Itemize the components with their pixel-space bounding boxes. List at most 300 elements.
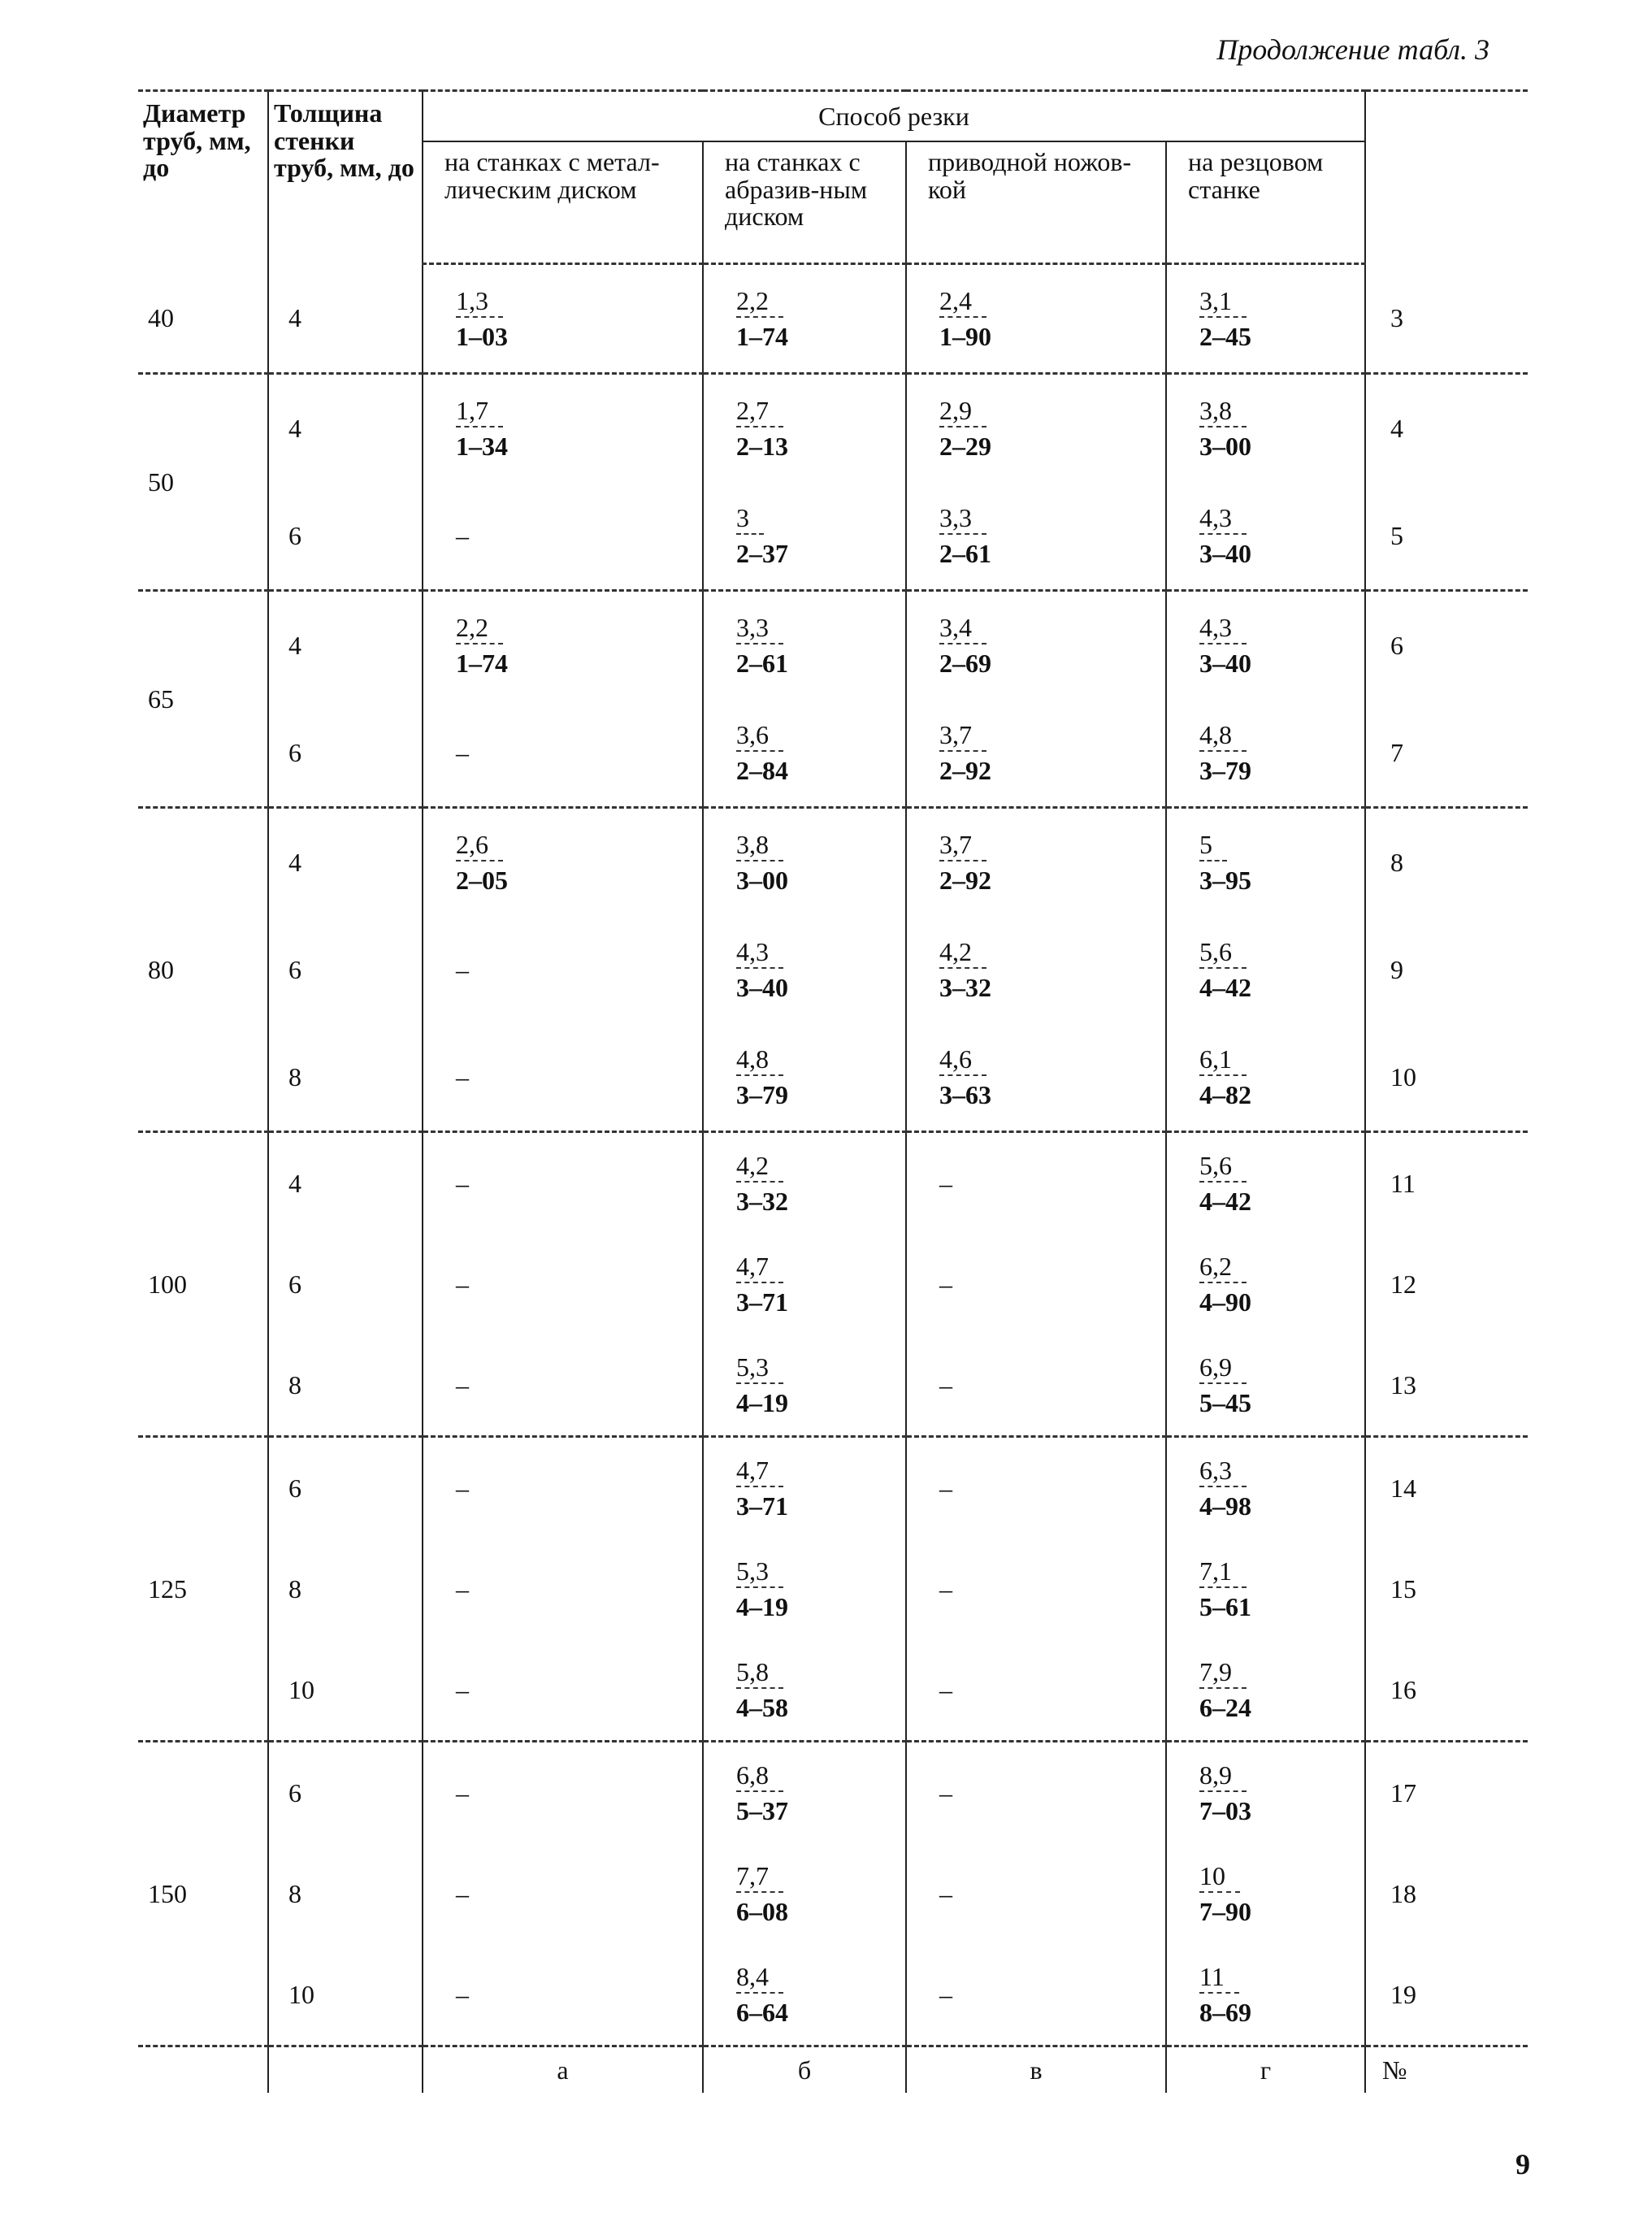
fraction-denominator: 1–74 <box>456 648 508 678</box>
value-cell-v <box>906 1023 1166 1132</box>
table-row <box>138 1335 1528 1437</box>
dash-value: – <box>939 1473 952 1503</box>
fraction-denominator: 6–24 <box>1199 1692 1251 1722</box>
fraction-denominator: 1–90 <box>939 321 991 351</box>
header-thickness: Толщина стенки труб, мм, до <box>268 91 423 264</box>
value-cell-v <box>906 591 1166 700</box>
fraction-value <box>736 938 788 1001</box>
value-cell-b <box>703 1132 906 1235</box>
fraction-value <box>736 397 788 460</box>
row-number-cell: 11 <box>1365 1132 1528 1235</box>
fraction-numerator: 2,6 <box>456 831 503 861</box>
fraction-numerator: 2,4 <box>939 287 986 317</box>
fraction-denominator: 3–40 <box>1199 538 1251 568</box>
fraction-numerator: 1,3 <box>456 287 503 317</box>
table-row <box>138 1944 1528 2046</box>
fraction-denominator: 1–03 <box>456 321 508 351</box>
table-container <box>138 89 1528 2093</box>
dash-value: – <box>939 1573 952 1604</box>
value-cell-b <box>703 1437 906 1539</box>
fraction-numerator: 4,2 <box>939 938 986 968</box>
cutting-norms-table <box>138 89 1528 2093</box>
fraction-denominator: 2–69 <box>939 648 991 678</box>
value-cell-v <box>906 1843 1166 1944</box>
value-cell-a <box>423 374 703 483</box>
value-cell-b <box>703 374 906 483</box>
value-cell-a <box>423 1843 703 1944</box>
value-cell-g <box>1166 699 1365 808</box>
fraction-numerator: 8,9 <box>1199 1761 1247 1791</box>
fraction-denominator: 2–05 <box>456 865 508 895</box>
footer-col-g: г <box>1166 2046 1365 2094</box>
table-row <box>138 1023 1528 1132</box>
fraction-value <box>456 831 508 894</box>
fraction-denominator: 3–00 <box>1199 431 1251 461</box>
value-cell-a <box>423 1132 703 1235</box>
fraction-numerator: 4,3 <box>1199 504 1247 534</box>
fraction-value <box>939 938 991 1001</box>
value-cell-b <box>703 1023 906 1132</box>
row-number-cell: 7 <box>1390 737 1403 767</box>
fraction-denominator: 2–84 <box>736 755 788 785</box>
value-cell-v <box>906 1538 1166 1639</box>
value-cell-b <box>703 1944 906 2046</box>
thickness-cell: 10 <box>268 1639 423 1742</box>
fraction-numerator: 4,8 <box>1199 721 1247 751</box>
fraction-value <box>736 504 788 567</box>
value-cell-g <box>1166 1538 1365 1639</box>
table-row <box>138 264 1528 374</box>
row-number-cell: 18 <box>1390 1878 1416 1908</box>
dash-value: – <box>939 1369 952 1400</box>
fraction-numerator: 3,8 <box>736 831 783 861</box>
dash-value: – <box>456 1777 469 1808</box>
row-number-cell: 14 <box>1365 1437 1528 1539</box>
value-cell-b <box>703 1538 906 1639</box>
value-cell-b <box>703 808 906 917</box>
value-cell-b <box>703 699 906 808</box>
table-row <box>138 1843 1528 1944</box>
fraction-value <box>1199 1456 1251 1520</box>
value-cell-a <box>423 699 703 808</box>
fraction-numerator: 3,1 <box>1199 287 1247 317</box>
table-row <box>138 591 1528 700</box>
fraction-numerator: 6,3 <box>1199 1456 1247 1486</box>
fraction-denominator: 3–00 <box>736 865 788 895</box>
fraction-numerator: 11 <box>1199 1963 1239 1993</box>
value-cell-a <box>423 1639 703 1742</box>
fraction-numerator: 2,2 <box>736 287 783 317</box>
dash-value: – <box>456 1979 469 2009</box>
fraction-denominator: 4–19 <box>736 1591 788 1621</box>
dash-value: – <box>456 1168 469 1198</box>
fraction-value <box>736 1252 788 1316</box>
value-cell-v <box>906 808 1166 917</box>
fraction-numerator: 5,3 <box>736 1353 783 1383</box>
dash-value: – <box>456 1573 469 1604</box>
fraction-numerator: 4,6 <box>939 1045 986 1075</box>
value-cell-v <box>906 1639 1166 1742</box>
thickness-cell: 4 <box>268 591 423 700</box>
fraction-denominator: 4–90 <box>1199 1287 1251 1317</box>
fraction-numerator: 3,8 <box>1199 397 1247 427</box>
value-cell-g <box>1166 1335 1365 1437</box>
value-cell-v <box>906 374 1166 483</box>
diameter-cell: 80 <box>138 808 268 1132</box>
thickness-cell: 8 <box>268 1335 423 1437</box>
thickness-cell: 4 <box>268 374 423 483</box>
fraction-value <box>456 397 508 460</box>
value-cell-g <box>1166 1132 1365 1235</box>
fraction-numerator: 3 <box>736 504 764 534</box>
fraction-value <box>736 1557 788 1621</box>
thickness-cell: 6 <box>268 1234 423 1335</box>
value-cell-v <box>906 482 1166 591</box>
row-number-cell: 10 <box>1390 1061 1416 1091</box>
fraction-value <box>939 1045 991 1109</box>
fraction-numerator: 3,7 <box>939 721 986 751</box>
value-cell-a <box>423 1944 703 2046</box>
fraction-denominator: 3–71 <box>736 1287 788 1317</box>
fraction-denominator: 4–19 <box>736 1387 788 1417</box>
dash-value: – <box>939 1269 952 1299</box>
row-number-cell: 8 <box>1365 808 1528 917</box>
fraction-denominator: 7–90 <box>1199 1896 1251 1926</box>
fraction-value <box>736 1761 788 1825</box>
diameter-cell: 50 <box>138 374 268 591</box>
fraction-numerator: 4,7 <box>736 1456 783 1486</box>
fraction-denominator: 3–32 <box>736 1186 788 1216</box>
fraction-numerator: 5,6 <box>1199 938 1247 968</box>
value-cell-a <box>423 591 703 700</box>
thickness-cell: 6 <box>268 699 423 808</box>
fraction-numerator: 3,3 <box>939 504 986 534</box>
fraction-numerator: 5,8 <box>736 1658 783 1688</box>
dash-value: – <box>939 1878 952 1908</box>
row-number-cell: 13 <box>1390 1369 1416 1400</box>
dash-value: – <box>456 737 469 767</box>
fraction-value <box>939 504 991 567</box>
fraction-value <box>736 1658 788 1721</box>
fraction-denominator: 3–63 <box>939 1079 991 1109</box>
fraction-denominator: 8–69 <box>1199 1997 1251 2027</box>
fraction-denominator: 3–40 <box>736 972 788 1002</box>
table-row <box>138 1132 1528 1235</box>
fraction-denominator: 4–42 <box>1199 1186 1251 1216</box>
header-number <box>1365 91 1528 264</box>
table-caption: Продолжение табл. 3 <box>1216 33 1489 66</box>
value-cell-b <box>703 1335 906 1437</box>
fraction-denominator: 4–58 <box>736 1692 788 1722</box>
row-number-cell: 6 <box>1365 591 1528 700</box>
value-cell-v <box>906 1335 1166 1437</box>
thickness-cell: 6 <box>268 1742 423 1844</box>
fraction-value <box>456 287 508 350</box>
fraction-value <box>736 831 788 894</box>
value-cell-a <box>423 264 703 374</box>
fraction-value <box>1199 938 1251 1001</box>
table-row <box>138 374 1528 483</box>
dash-value: – <box>456 954 469 984</box>
fraction-numerator: 4,2 <box>736 1152 783 1182</box>
thickness-cell: 6 <box>268 1437 423 1539</box>
fraction-denominator: 1–74 <box>736 321 788 351</box>
fraction-numerator: 7,9 <box>1199 1658 1247 1688</box>
value-cell-g <box>1166 1437 1365 1539</box>
fraction-value <box>736 1456 788 1520</box>
fraction-denominator: 3–95 <box>1199 865 1251 895</box>
fraction-value <box>939 397 991 460</box>
table-row <box>138 1234 1528 1335</box>
fraction-numerator: 4,7 <box>736 1252 783 1282</box>
fraction-denominator: 2–13 <box>736 431 788 461</box>
row-number-cell: 19 <box>1390 1979 1416 2009</box>
fraction-denominator: 2–92 <box>939 865 991 895</box>
value-cell-b <box>703 264 906 374</box>
fraction-denominator: 5–61 <box>1199 1591 1251 1621</box>
footer-empty-2 <box>268 2046 423 2094</box>
fraction-numerator: 2,2 <box>456 614 503 644</box>
fraction-denominator: 3–79 <box>1199 755 1251 785</box>
table-row <box>138 1742 1528 1844</box>
value-cell-g <box>1166 1234 1365 1335</box>
thickness-cell: 6 <box>268 482 423 591</box>
value-cell-b <box>703 1843 906 1944</box>
fraction-denominator: 4–98 <box>1199 1491 1251 1521</box>
fraction-value <box>1199 1963 1251 2026</box>
dash-value: – <box>456 1269 469 1299</box>
thickness-cell: 4 <box>268 808 423 917</box>
fraction-numerator: 6,8 <box>736 1761 783 1791</box>
value-cell-a <box>423 482 703 591</box>
table-row <box>138 1639 1528 1742</box>
fraction-denominator: 2–29 <box>939 431 991 461</box>
page-number: 9 <box>1515 2148 1530 2181</box>
value-cell-g <box>1166 1639 1365 1742</box>
fraction-denominator: 2–92 <box>939 755 991 785</box>
table-row <box>138 1437 1528 1539</box>
fraction-value <box>1199 1761 1251 1825</box>
fraction-value <box>1199 1152 1251 1215</box>
fraction-value <box>456 614 508 677</box>
fraction-denominator: 2–61 <box>939 538 991 568</box>
value-cell-v <box>906 1742 1166 1844</box>
fraction-value <box>1199 287 1251 350</box>
thickness-cell: 4 <box>268 1132 423 1235</box>
fraction-value <box>1199 1557 1251 1621</box>
dash-value: – <box>939 1168 952 1198</box>
fraction-value <box>736 1353 788 1417</box>
fraction-numerator: 3,3 <box>736 614 783 644</box>
fraction-value <box>736 1152 788 1215</box>
thickness-cell: 10 <box>268 1944 423 2046</box>
fraction-denominator: 2–37 <box>736 538 788 568</box>
fraction-numerator: 5,3 <box>736 1557 783 1587</box>
thickness-cell: 6 <box>268 916 423 1023</box>
fraction-value <box>939 614 991 677</box>
value-cell-v <box>906 916 1166 1023</box>
value-cell-g <box>1166 1742 1365 1844</box>
thickness-cell: 8 <box>268 1538 423 1639</box>
row-number-cell: 17 <box>1365 1742 1528 1844</box>
value-cell-g <box>1166 264 1365 374</box>
fraction-value <box>939 721 991 784</box>
header-sub-metal-disc: на станках с метал-лическим диском <box>423 141 703 264</box>
value-cell-v <box>906 1944 1166 2046</box>
value-cell-g <box>1166 374 1365 483</box>
thickness-cell: 8 <box>268 1843 423 1944</box>
header-sub-power-saw: приводной ножов-кой <box>906 141 1166 264</box>
header-diameter: Диаметр труб, мм, до <box>138 91 268 264</box>
fraction-denominator: 3–32 <box>939 972 991 1002</box>
fraction-denominator: 5–45 <box>1199 1387 1251 1417</box>
fraction-value <box>1199 1045 1251 1109</box>
fraction-numerator: 5 <box>1199 831 1227 861</box>
fraction-denominator: 3–71 <box>736 1491 788 1521</box>
dash-value: – <box>456 520 469 550</box>
fraction-numerator: 6,1 <box>1199 1045 1247 1075</box>
value-cell-v <box>906 1132 1166 1235</box>
fraction-value <box>1199 721 1251 784</box>
footer-col-b: б <box>703 2046 906 2094</box>
fraction-numerator: 3,4 <box>939 614 986 644</box>
diameter-cell: 65 <box>138 591 268 808</box>
dash-value: – <box>456 1473 469 1503</box>
value-cell-b <box>703 591 906 700</box>
value-cell-g <box>1166 1843 1365 1944</box>
fraction-denominator: 7–03 <box>1199 1795 1251 1825</box>
value-cell-b <box>703 1639 906 1742</box>
dash-value: – <box>939 1979 952 2009</box>
dash-value: – <box>456 1674 469 1704</box>
fraction-numerator: 4,3 <box>736 938 783 968</box>
fraction-denominator: 2–61 <box>736 648 788 678</box>
header-sub-abrasive-disc: на станках с абразив-ным диском <box>703 141 906 264</box>
fraction-value <box>736 1862 788 1925</box>
fraction-numerator: 7,7 <box>736 1862 783 1892</box>
value-cell-a <box>423 916 703 1023</box>
fraction-numerator: 4,8 <box>736 1045 783 1075</box>
row-number-cell: 3 <box>1390 302 1403 332</box>
value-cell-a <box>423 1335 703 1437</box>
row-number-cell: 16 <box>1390 1674 1416 1704</box>
value-cell-b <box>703 916 906 1023</box>
value-cell-a <box>423 1234 703 1335</box>
fraction-value <box>1199 614 1251 677</box>
value-cell-g <box>1166 916 1365 1023</box>
fraction-denominator: 6–08 <box>736 1896 788 1926</box>
fraction-numerator: 7,1 <box>1199 1557 1247 1587</box>
diameter-cell: 100 <box>138 1132 268 1437</box>
dash-value: – <box>456 1878 469 1908</box>
value-cell-a <box>423 1023 703 1132</box>
fraction-denominator: 4–42 <box>1199 972 1251 1002</box>
fraction-numerator: 2,9 <box>939 397 986 427</box>
value-cell-b <box>703 1742 906 1844</box>
fraction-value <box>1199 1252 1251 1316</box>
thickness-cell: 8 <box>268 1023 423 1132</box>
row-number-cell: 5 <box>1390 520 1403 550</box>
fraction-denominator: 6–64 <box>736 1997 788 2027</box>
fraction-numerator: 2,7 <box>736 397 783 427</box>
fraction-numerator: 4,3 <box>1199 614 1247 644</box>
thickness-cell: 4 <box>268 264 423 374</box>
footer-col-v: в <box>906 2046 1166 2094</box>
fraction-value <box>736 614 788 677</box>
table-row <box>138 699 1528 808</box>
footer-col-no: № <box>1365 2046 1528 2094</box>
value-cell-v <box>906 699 1166 808</box>
value-cell-a <box>423 1437 703 1539</box>
row-number-cell: 15 <box>1390 1573 1416 1604</box>
table-row <box>138 916 1528 1023</box>
row-number-cell: 4 <box>1365 374 1528 483</box>
fraction-denominator: 1–34 <box>456 431 508 461</box>
value-cell-b <box>703 482 906 591</box>
value-cell-g <box>1166 1023 1365 1132</box>
table-body <box>138 264 1528 2046</box>
fraction-value <box>1199 1862 1251 1925</box>
value-cell-a <box>423 1742 703 1844</box>
fraction-value <box>1199 504 1251 567</box>
value-cell-g <box>1166 591 1365 700</box>
fraction-value <box>939 287 991 350</box>
footer-col-a: а <box>423 2046 703 2094</box>
dash-value: – <box>939 1777 952 1808</box>
fraction-numerator: 1,7 <box>456 397 503 427</box>
footer-empty-1 <box>138 2046 268 2094</box>
fraction-numerator: 6,9 <box>1199 1353 1247 1383</box>
fraction-value <box>1199 397 1251 460</box>
fraction-numerator: 8,4 <box>736 1963 783 1993</box>
value-cell-b <box>703 1234 906 1335</box>
dash-value: – <box>456 1061 469 1091</box>
fraction-value <box>1199 1658 1251 1721</box>
fraction-numerator: 10 <box>1199 1862 1240 1892</box>
fraction-denominator: 5–37 <box>736 1795 788 1825</box>
fraction-numerator: 3,6 <box>736 721 783 751</box>
fraction-numerator: 5,6 <box>1199 1152 1247 1182</box>
header-method: Способ резки <box>423 91 1365 142</box>
table-row <box>138 482 1528 591</box>
value-cell-v <box>906 1437 1166 1539</box>
fraction-numerator: 6,2 <box>1199 1252 1247 1282</box>
value-cell-g <box>1166 482 1365 591</box>
value-cell-a <box>423 1538 703 1639</box>
fraction-denominator: 2–45 <box>1199 321 1251 351</box>
fraction-denominator: 3–79 <box>736 1079 788 1109</box>
diameter-cell: 125 <box>138 1437 268 1742</box>
dash-value: – <box>456 1369 469 1400</box>
diameter-cell: 150 <box>138 1742 268 2046</box>
table-row <box>138 1538 1528 1639</box>
fraction-value <box>939 831 991 894</box>
value-cell-v <box>906 264 1166 374</box>
fraction-value <box>736 1045 788 1109</box>
header-sub-cutter-machine: на резцовом станке <box>1166 141 1365 264</box>
fraction-numerator: 3,7 <box>939 831 986 861</box>
value-cell-g <box>1166 808 1365 917</box>
row-number-cell: 12 <box>1390 1269 1416 1299</box>
fraction-denominator: 4–82 <box>1199 1079 1251 1109</box>
dash-value: – <box>939 1674 952 1704</box>
value-cell-v <box>906 1234 1166 1335</box>
fraction-value <box>736 1963 788 2026</box>
row-number-cell: 9 <box>1390 954 1403 984</box>
fraction-value <box>1199 1353 1251 1417</box>
fraction-value <box>736 721 788 784</box>
fraction-value <box>1199 831 1251 894</box>
